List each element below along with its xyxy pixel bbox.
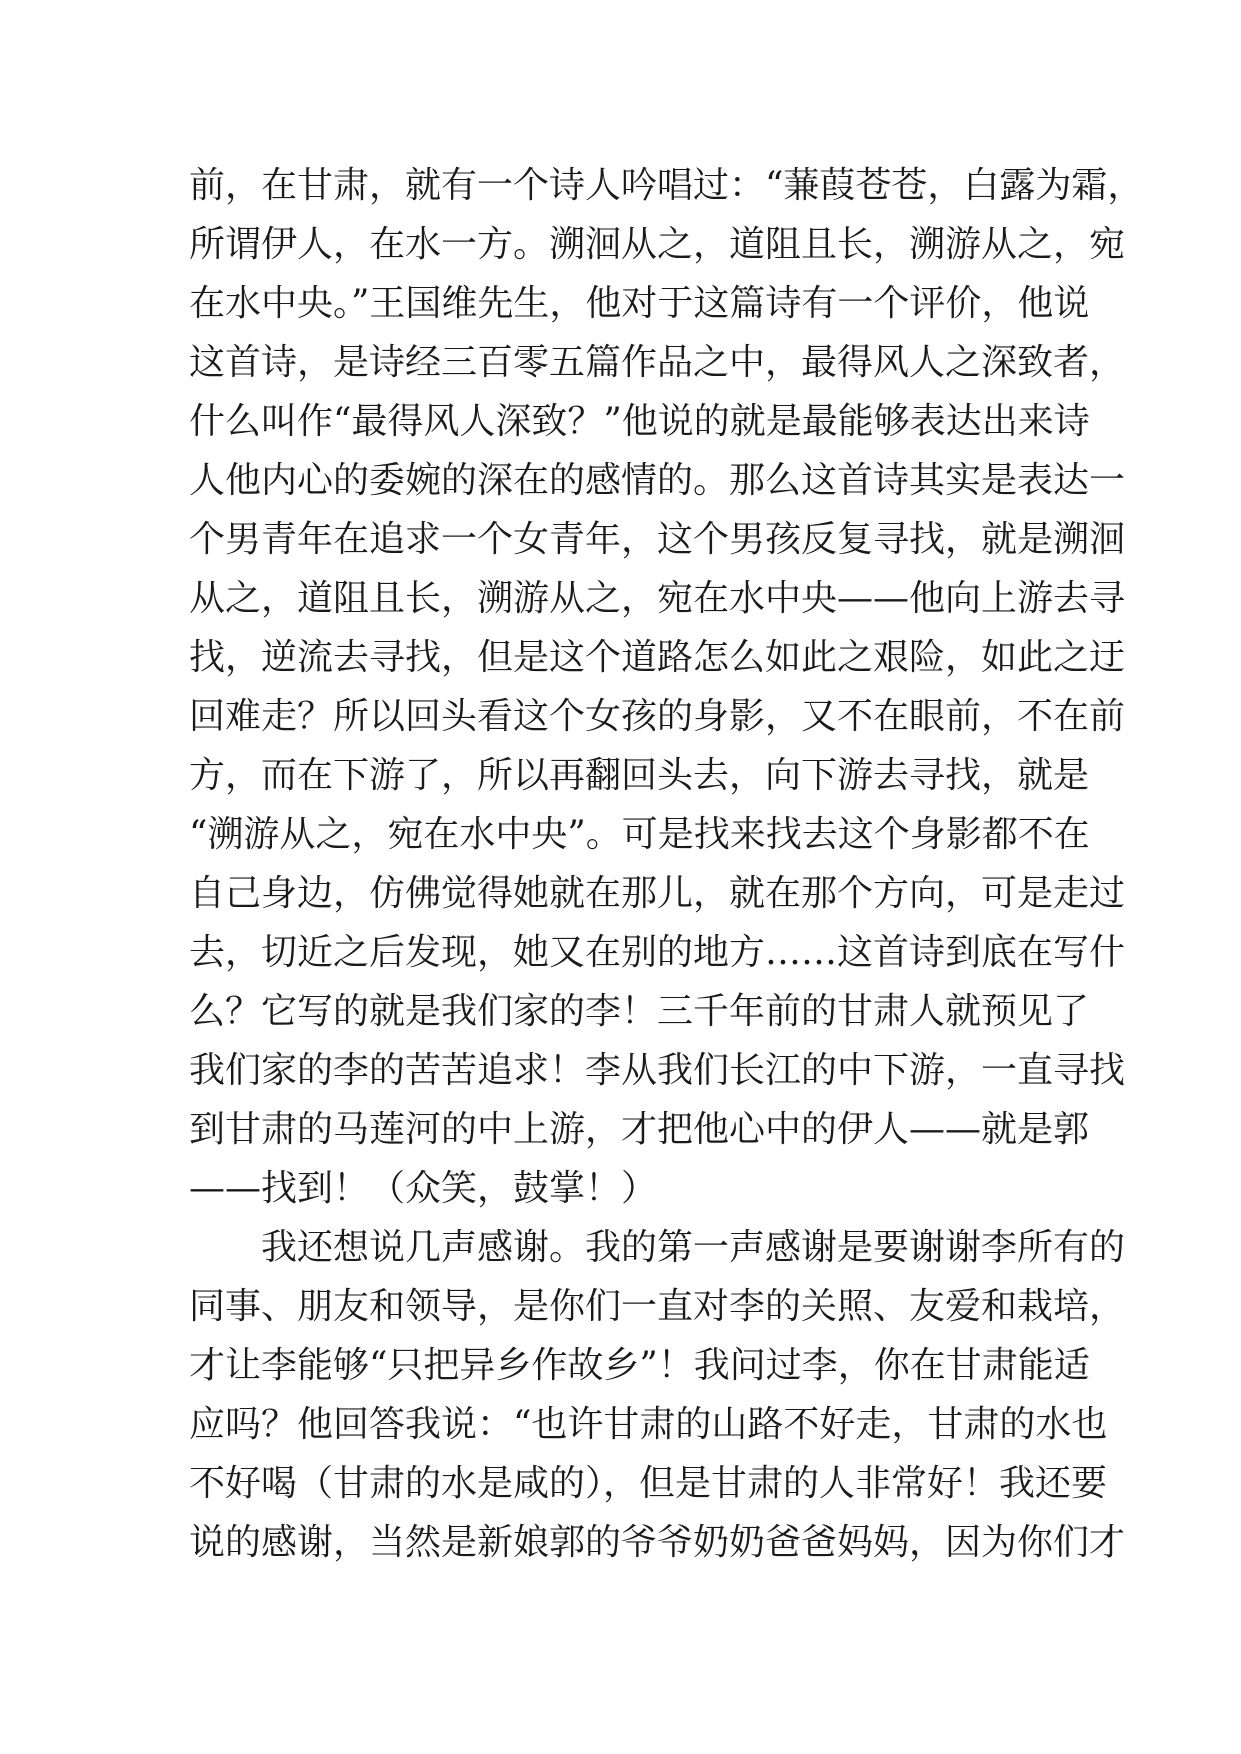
text-line: 么？它写的就是我们家的李！三千年前的甘肃人就预见了: [189, 991, 1090, 1032]
text-line: 自己身边，仿佛觉得她就在那儿，就在那个方向，可是走过: [189, 873, 1126, 914]
document-body: [189, 156, 1144, 1572]
text-line: 什么叫作“最得风人深致？”他说的就是最能够表达出来诗: [189, 401, 1090, 442]
text-line: 说的感谢，当然是新娘郭的爷爷奶奶爸爸妈妈，因为你们才: [189, 1522, 1126, 1563]
text-line: 从之，道阻且长，溯游从之，宛在水中央——他向上游去寻: [189, 578, 1126, 619]
text-line: 找，逆流去寻找，但是这个道路怎么如此之艰险，如此之迂: [189, 637, 1126, 678]
text-line: 这首诗，是诗经三百零五篇作品之中，最得风人之深致者，: [189, 342, 1126, 383]
text-line: 回难走？所以回头看这个女孩的身影，又不在眼前，不在前: [189, 696, 1126, 737]
text-line: 前，在甘肃，就有一个诗人吟唱过：“蒹葭苍苍，白露为霜，: [189, 165, 1144, 206]
text-line: 在水中央。”王国维先生，他对于这篇诗有一个评价，他说: [189, 283, 1090, 324]
text-line: 才让李能够“只把异乡作故乡”！我问过李，你在甘肃能适: [189, 1345, 1090, 1386]
text-line: 我还想说几声感谢。我的第一声感谢是要谢谢李所有的: [261, 1227, 1126, 1268]
text-line: “溯游从之，宛在水中央”。可是找来找去这个身影都不在: [189, 814, 1090, 855]
text-line: 不好喝（甘肃的水是咸的），但是甘肃的人非常好！我还要: [189, 1463, 1108, 1504]
text-line: 方，而在下游了，所以再翻回头去，向下游去寻找，就是: [189, 755, 1090, 796]
text-line: ——找到！（众笑，鼓掌！）: [189, 1168, 658, 1209]
paragraph-2: [189, 1218, 1126, 1572]
text-line: 个男青年在追求一个女青年，这个男孩反复寻找，就是溯洄: [189, 519, 1126, 560]
paragraph-1: [189, 156, 1144, 1218]
text-line: 到甘肃的马莲河的中上游，才把他心中的伊人——就是郭: [189, 1109, 1090, 1150]
text-line: 我们家的李的苦苦追求！李从我们长江的中下游，一直寻找: [189, 1050, 1126, 1091]
text-line: 去，切近之后发现，她又在别的地方……这首诗到底在写什: [189, 932, 1126, 973]
text-line: 同事、朋友和领导，是你们一直对李的关照、友爱和栽培，: [189, 1286, 1126, 1327]
text-line: 所谓伊人，在水一方。溯洄从之，道阻且长，溯游从之，宛: [189, 224, 1126, 265]
text-line: 应吗？他回答我说：“也许甘肃的山路不好走，甘肃的水也: [189, 1404, 1108, 1445]
text-line: 人他内心的委婉的深在的感情的。那么这首诗其实是表达一: [189, 460, 1126, 501]
